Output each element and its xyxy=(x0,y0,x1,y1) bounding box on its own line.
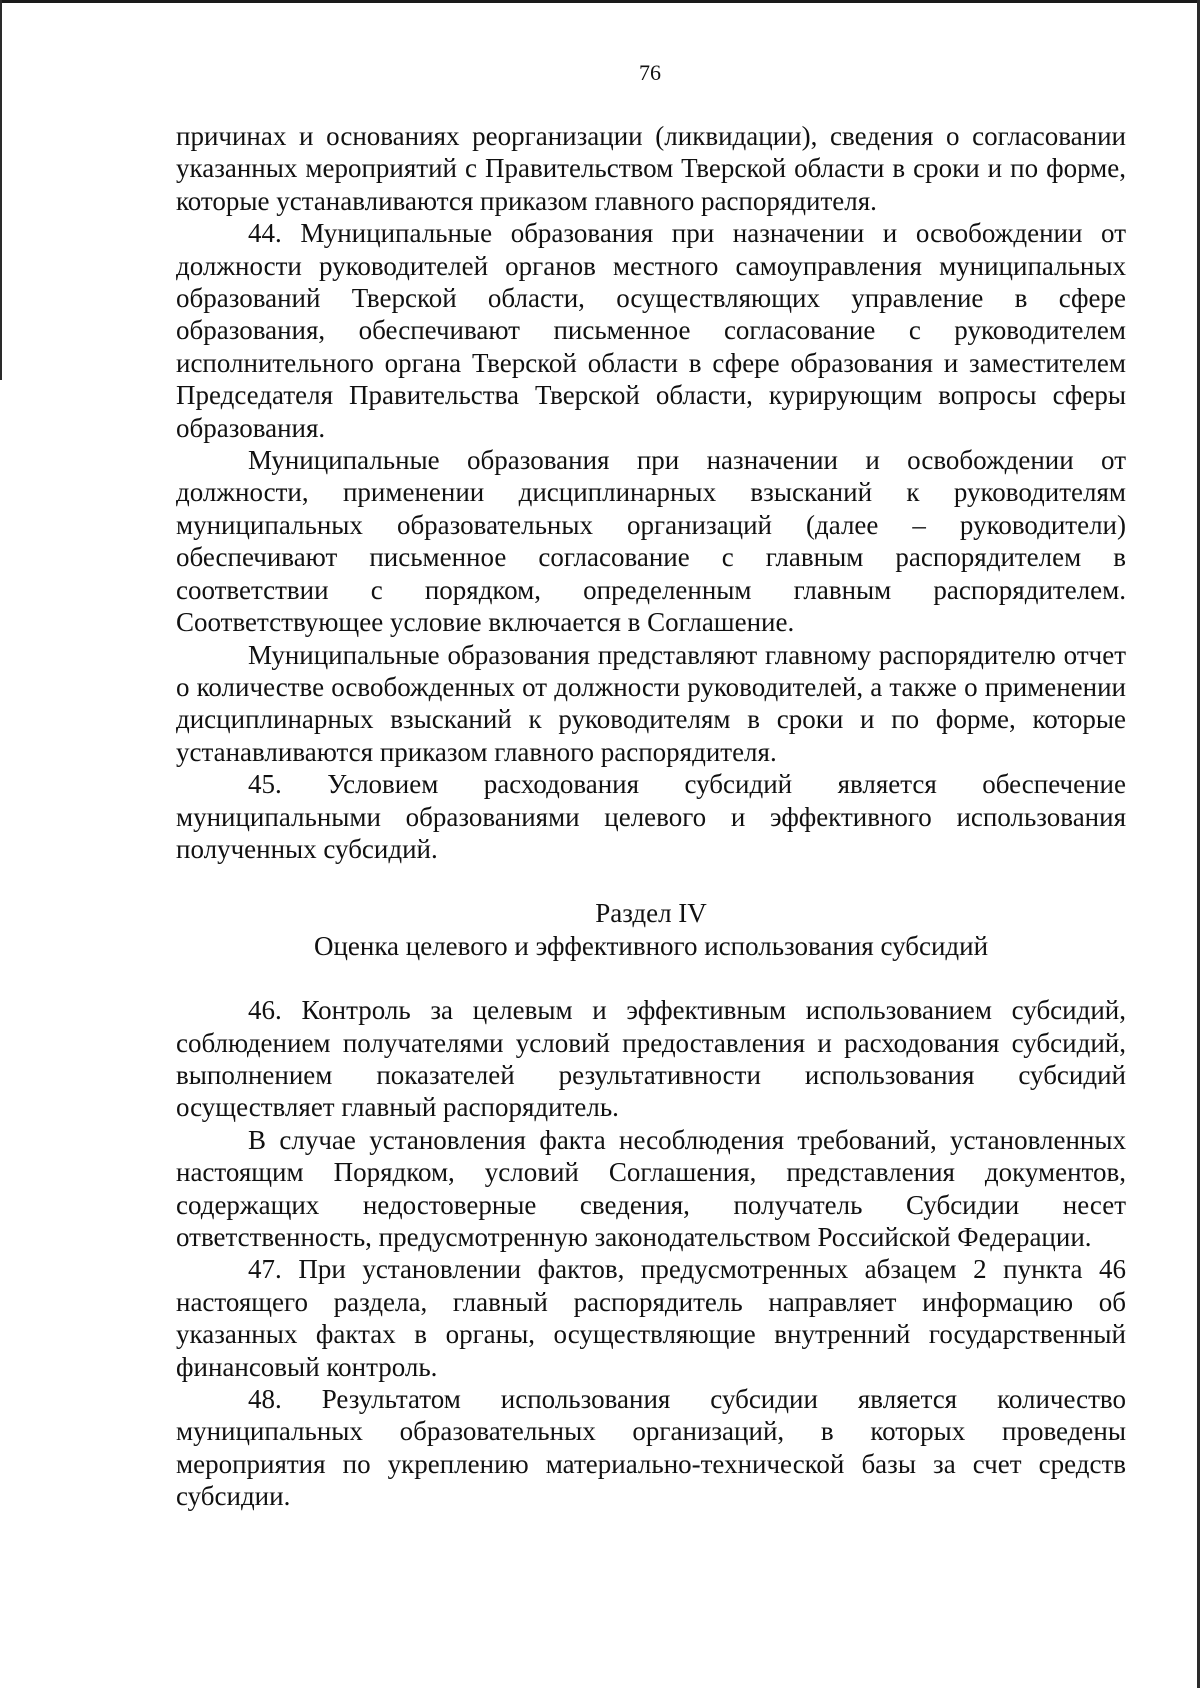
paragraph: Муниципальные образования представляют главному распорядителю отчет о количестве освобожденных от должности руководителей, а также о применении дисциплинарных взысканий к руководителям в сроки и по форме, которые устанавливаются приказом главного распорядителя. xyxy=(176,639,1126,767)
section-title: Раздел IV xyxy=(595,898,707,929)
page-number: 76 xyxy=(639,60,661,85)
paragraph-48: 48. Результатом использования субсидии является количество муниципальных образовательных организаций, в которых проведены мероприятия по укреплению материально-технической базы за счет средств субсидии. xyxy=(176,1384,1126,1512)
scan-edge-top xyxy=(0,0,1200,3)
section-heading xyxy=(176,897,1126,962)
spacer xyxy=(176,962,1126,994)
paragraph: Муниципальные образования при назначении и освобождении от должности, применении дисциплинарных взысканий к руководителям муниципальных образовательных организаций (далее – руководители) обеспечивают письменное согласование с главным распорядителем в соответствии с порядком, определенным главным распорядителем. Соответствующее условие включается в Соглашение. xyxy=(176,445,1126,638)
paragraph-46: 46. Контроль за целевым и эффективным использованием субсидий, соблюдением получателями условий предоставления и расходования субсидий, выполнением показателей результативности использования субсидий осуществляет главный распорядитель. xyxy=(176,995,1126,1123)
document-body xyxy=(176,120,1126,1513)
paragraph-47: 47. При установлении фактов, предусмотренных абзацем 2 пункта 46 настоящего раздела, главный распорядитель направляет информацию об указанных фактах в органы, осуществляющие внутренний государственный финансовый контроль. xyxy=(176,1254,1126,1382)
paragraph: В случае установления факта несоблюдения требований, установленных настоящим Порядком, условий Соглашения, представления документов, содержащих недостоверные сведения, получатель Субсидии несет ответственность, предусмотренную законодательством Российской Федерации. xyxy=(176,1124,1126,1252)
paragraph-45: 45. Условием расходования субсидий является обеспечение муниципальными образованиями целевого и эффективного использования полученных субсидий. xyxy=(176,769,1126,864)
scan-edge-left xyxy=(0,0,2,380)
paragraph-44: 44. Муниципальные образования при назначении и освобождении от должности руководителей органов местного самоуправления муниципальных образований Тверской области, осуществляющих управление в сфере образования, обеспечивают письменное согласование с руководителем исполнительного органа Тверской области в сфере образования и заместителем Председателя Правительства Тверской области, курирующим вопросы сферы образования. xyxy=(176,218,1126,443)
paragraph: причинах и основаниях реорганизации (ликвидации), сведения о согласовании указанных мероприятий с Правительством Тверской области в сроки и по форме, которые устанавливаются приказом главного распорядителя. xyxy=(176,121,1126,216)
section-subtitle: Оценка целевого и эффективного использования субсидий xyxy=(313,930,989,961)
